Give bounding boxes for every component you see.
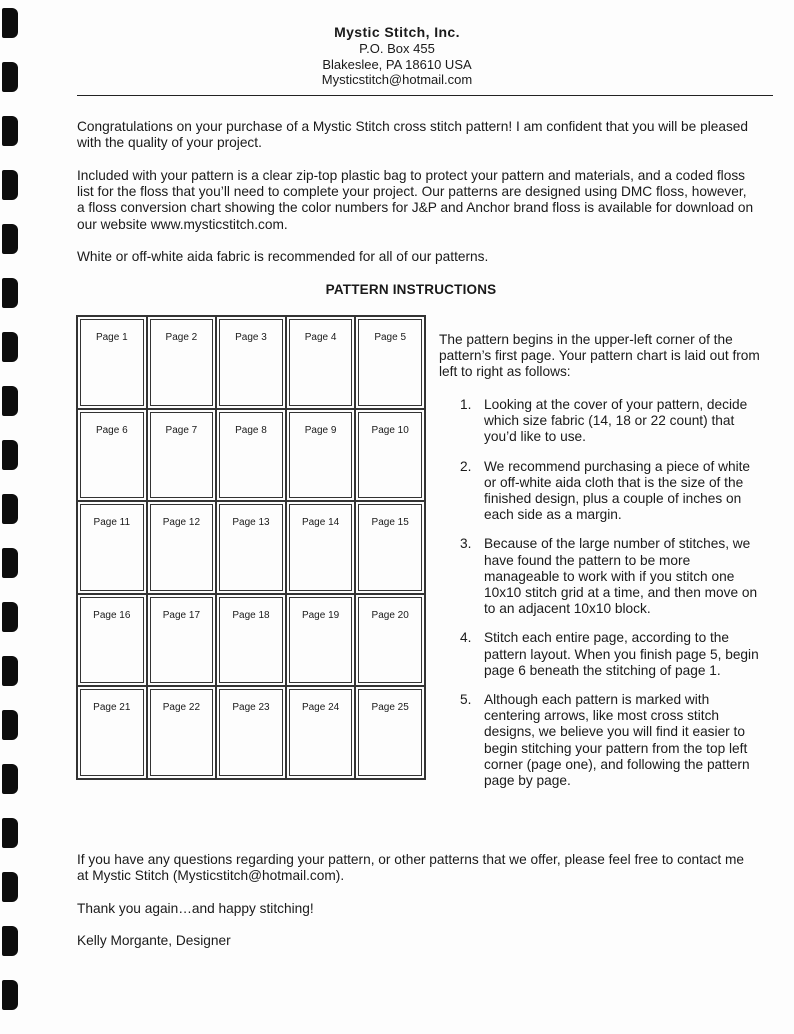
page-cell: Page 9 bbox=[286, 409, 356, 502]
page-cell: Page 3 bbox=[216, 316, 286, 409]
step-text: Stitch each entire page, according to the pattern layout. When you finish page 5, begin page 6 beneath the stitching of page 1. bbox=[484, 630, 759, 678]
page-cell: Page 16 bbox=[77, 594, 147, 687]
floss-paragraph: Included with your pattern is a clear zip-top plastic bag to protect your pattern and materials, and a coded floss list for the floss that you’ll need to complete your project. Our patterns are designed using DMC floss, however, a floss conversion chart showing the color numbers for J&P and Anchor brand floss is available for download on our website www.mysticstitch.com. bbox=[77, 168, 754, 232]
page-cell: Page 12 bbox=[147, 501, 217, 594]
page-cell: Page 4 bbox=[286, 316, 356, 409]
page-cell: Page 17 bbox=[147, 594, 217, 687]
instruction-step bbox=[460, 630, 760, 679]
binding-ring bbox=[2, 386, 18, 416]
binding-ring bbox=[2, 116, 18, 146]
header-divider bbox=[77, 95, 773, 96]
page-cell: Page 23 bbox=[216, 686, 286, 779]
binding-ring bbox=[2, 926, 18, 956]
page-cell: Page 11 bbox=[77, 501, 147, 594]
instruction-step bbox=[460, 459, 760, 524]
page-layout-grid bbox=[76, 315, 426, 780]
page-cell: Page 1 bbox=[77, 316, 147, 409]
contact-paragraph: If you have any questions regarding your pattern, or other patterns that we offer, please feel free to contact me at Mystic Stitch (Mysticstitch@hotmail.com). bbox=[77, 852, 745, 884]
page-cell: Page 2 bbox=[147, 316, 217, 409]
binding-ring bbox=[2, 980, 18, 1010]
address-line-2: Blakeslee, PA 18610 USA bbox=[322, 56, 472, 72]
instruction-steps bbox=[460, 397, 760, 789]
instruction-step bbox=[460, 397, 760, 446]
binding-ring bbox=[2, 224, 18, 254]
intro-paragraph: Congratulations on your purchase of a Mystic Stitch cross stitch pattern! I am confident that you will be pleased with the quality of your project. bbox=[77, 119, 749, 151]
step-number: 1. bbox=[460, 397, 472, 412]
page-cell: Page 5 bbox=[355, 316, 425, 409]
letterhead bbox=[0, 24, 794, 88]
binding-ring bbox=[2, 170, 18, 200]
page-cell: Page 8 bbox=[216, 409, 286, 502]
page-cell: Page 20 bbox=[355, 594, 425, 687]
page-cell: Page 7 bbox=[147, 409, 217, 502]
page-cell: Page 21 bbox=[77, 686, 147, 779]
company-name: Mystic Stitch, Inc. bbox=[334, 24, 460, 40]
binding-ring bbox=[2, 602, 18, 632]
step-text: Although each pattern is marked with centering arrows, like most cross stitch designs, we believe you will find it easier to begin stitching your pattern from the top left corner (page one), and following the pattern page by page. bbox=[484, 692, 750, 789]
binding-ring bbox=[2, 764, 18, 794]
page-cell: Page 18 bbox=[216, 594, 286, 687]
binding-ring bbox=[2, 656, 18, 686]
step-number: 5. bbox=[460, 692, 472, 708]
instructions-intro: The pattern begins in the upper-left corner of the pattern’s first page. Your pattern chart is laid out from left to right as follows: bbox=[439, 332, 760, 380]
thanks-line: Thank you again…and happy stitching! bbox=[77, 901, 314, 916]
step-number: 2. bbox=[460, 458, 472, 474]
page-cell: Page 15 bbox=[355, 501, 425, 594]
binding-ring bbox=[2, 332, 18, 362]
step-text: Looking at the cover of your pattern, decide which size fabric (14, 18 or 22 count) that you’d like to use. bbox=[484, 397, 748, 445]
page-cell: Page 19 bbox=[286, 594, 356, 687]
binding-ring bbox=[2, 440, 18, 470]
step-number: 3. bbox=[460, 536, 472, 552]
signature: Kelly Morgante, Designer bbox=[77, 933, 231, 948]
spiral-binding bbox=[0, 0, 22, 1034]
page-cell: Page 6 bbox=[77, 409, 147, 502]
step-text: We recommend purchasing a piece of white or off-white aida cloth that is the size of the finished design, plus a couple of inches on each side as a margin. bbox=[484, 458, 751, 523]
binding-ring bbox=[2, 872, 18, 902]
section-title: PATTERN INSTRUCTIONS bbox=[325, 282, 497, 297]
instruction-step bbox=[460, 692, 760, 789]
address-line-1: P.O. Box 455 bbox=[359, 41, 435, 56]
binding-ring bbox=[2, 710, 18, 740]
page-cell: Page 25 bbox=[355, 686, 425, 779]
page-cell: Page 14 bbox=[286, 501, 356, 594]
step-number: 4. bbox=[460, 630, 472, 646]
fabric-paragraph: White or off-white aida fabric is recommended for all of our patterns. bbox=[77, 249, 489, 264]
step-text: Because of the large number of stitches, we have found the pattern to be more manageable to work with if you stitch one 10x10 stitch grid at a time, and then move on to an adjacent 10x10 block. bbox=[484, 536, 758, 617]
page-cell: Page 22 bbox=[147, 686, 217, 779]
contact-email: Mysticstitch@hotmail.com bbox=[321, 72, 473, 87]
page-cell: Page 13 bbox=[216, 501, 286, 594]
binding-ring bbox=[2, 548, 18, 578]
instruction-step bbox=[460, 536, 760, 617]
binding-ring bbox=[2, 494, 18, 524]
page-cell: Page 10 bbox=[355, 409, 425, 502]
page-cell: Page 24 bbox=[286, 686, 356, 779]
binding-ring bbox=[2, 818, 18, 848]
